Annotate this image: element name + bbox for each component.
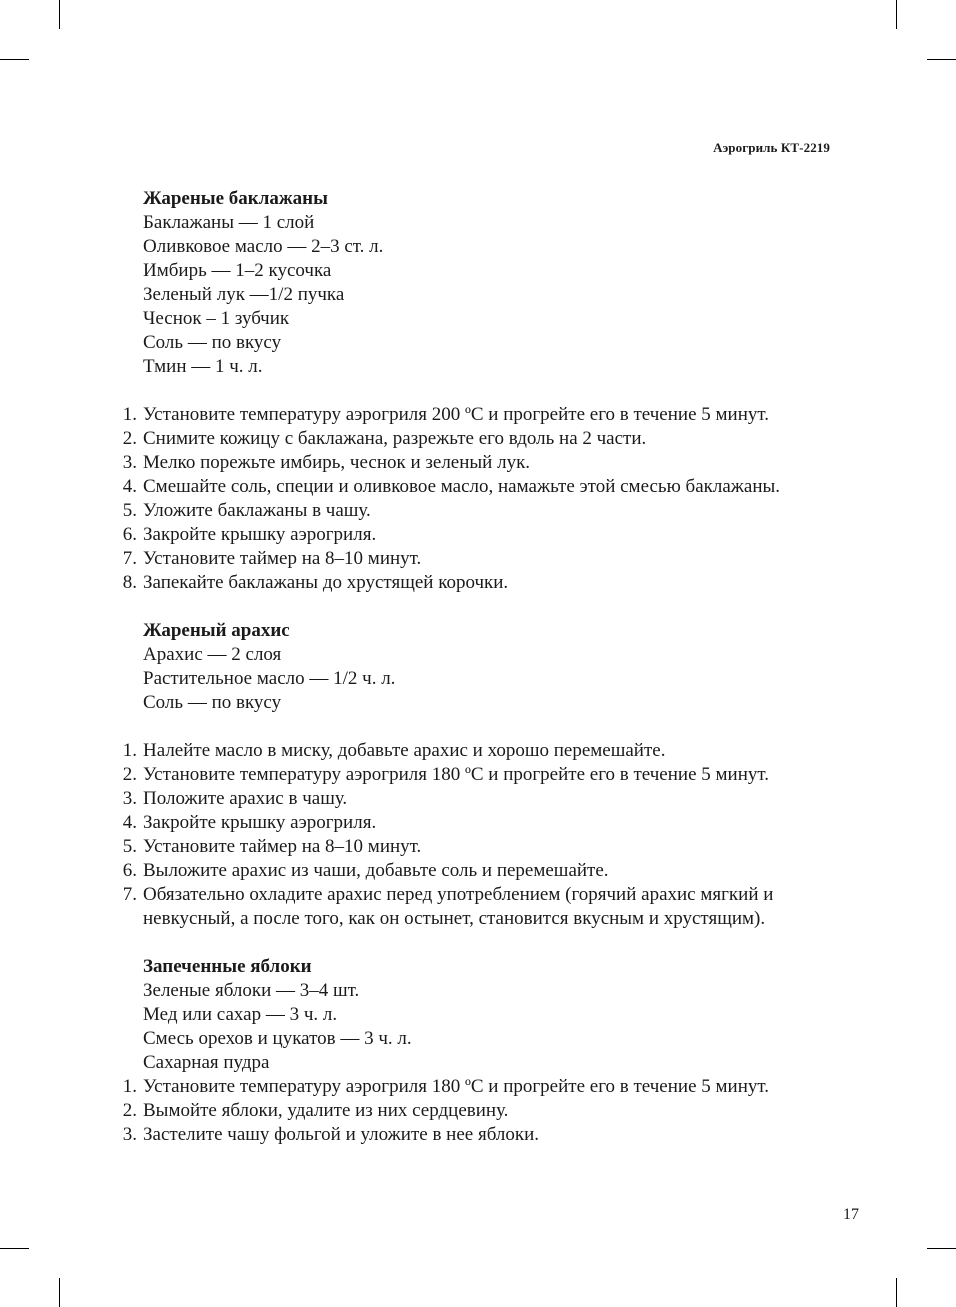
step [122, 427, 843, 451]
step-number: 3. [122, 1124, 137, 1145]
ingredient: Арахис — 2 слоя [143, 644, 282, 665]
crop-mark [59, 1278, 60, 1307]
step [122, 523, 843, 547]
step-number: 6. [122, 524, 137, 545]
crop-mark [0, 59, 29, 60]
step-number: 7. [122, 884, 137, 905]
steps-list [122, 403, 843, 595]
step [122, 1123, 843, 1147]
step-number: 7. [122, 548, 137, 569]
crop-mark [59, 0, 60, 29]
recipe-title: Жареный арахис [143, 620, 290, 641]
ingredient: Зеленый лук —1/2 пучка [143, 284, 345, 305]
ingredient: Мед или сахар — 3 ч. л. [143, 1004, 338, 1025]
step [122, 1099, 843, 1123]
step-text: Обязательно охладите арахис перед употреблением (горячий арахис мягкий и невкусный, а после того, как он остынет, становится вкусным и хрустящим). [143, 884, 774, 929]
step-text: Закройте крышку аэрогриля. [143, 524, 377, 545]
step-number: 1. [122, 1076, 137, 1097]
crop-mark [927, 59, 956, 60]
step-text: Застелите чашу фольгой и уложите в нее яблоки. [143, 1124, 540, 1145]
step-text: Закройте крышку аэрогриля. [143, 812, 377, 833]
step-number: 5. [122, 500, 137, 521]
step-text: Вымойте яблоки, удалите из них сердцевину. [143, 1100, 509, 1121]
crop-mark [896, 0, 897, 29]
step [122, 475, 843, 499]
ingredient: Растительное масло — 1/2 ч. л. [143, 668, 396, 689]
step-text: Мелко порежьте имбирь, чеснок и зеленый лук. [143, 452, 531, 473]
steps-list [122, 739, 843, 931]
step-text: Положите арахис в чашу. [143, 788, 348, 809]
step-number: 3. [122, 788, 137, 809]
crop-mark [896, 1278, 897, 1307]
page-content [122, 187, 843, 1147]
ingredient: Соль — по вкусу [143, 692, 282, 713]
step-text: Установите температуру аэрогриля 200 ºС и прогрейте его в течение 5 минут. [143, 404, 769, 425]
step [122, 787, 843, 811]
step-number: 5. [122, 836, 137, 857]
step [122, 835, 843, 859]
step-text: Налейте масло в миску, добавьте арахис и хорошо перемешайте. [143, 740, 666, 761]
step-text: Установите таймер на 8–10 минут. [143, 548, 422, 569]
page-number: 17 [843, 1206, 859, 1223]
step-text: Смешайте соль, специи и оливковое масло, намажьте этой смесью баклажаны. [143, 476, 781, 497]
crop-mark [0, 1248, 29, 1249]
recipe-section [122, 619, 843, 931]
step [122, 499, 843, 523]
step-text: Установите таймер на 8–10 минут. [143, 836, 422, 857]
ingredient: Смесь орехов и цукатов — 3 ч. л. [143, 1028, 412, 1049]
step-number: 4. [122, 812, 137, 833]
step-text: Запекайте баклажаны до хрустящей корочки. [143, 572, 509, 593]
ingredient: Имбирь — 1–2 кусочка [143, 260, 332, 281]
ingredient: Соль — по вкусу [143, 332, 282, 353]
steps-list [122, 1075, 843, 1147]
step-text: Установите температуру аэрогриля 180 ºС и прогрейте его в течение 5 минут. [143, 764, 769, 785]
step [122, 1075, 843, 1099]
step [122, 403, 843, 427]
ingredient: Зеленые яблоки — 3–4 шт. [143, 980, 360, 1001]
step-number: 2. [122, 428, 137, 449]
step [122, 859, 843, 883]
step-text: Снимите кожицу с баклажана, разрежьте его вдоль на 2 части. [143, 428, 647, 449]
step [122, 763, 843, 787]
step-number: 2. [122, 1100, 137, 1121]
step-number: 2. [122, 764, 137, 785]
step [122, 547, 843, 571]
step-number: 8. [122, 572, 137, 593]
step-number: 3. [122, 452, 137, 473]
recipe-title: Запеченные яблоки [143, 956, 312, 977]
step-number: 1. [122, 404, 137, 425]
step-text: Уложите баклажаны в чашу. [143, 500, 371, 521]
crop-mark [927, 1248, 956, 1249]
step-text: Установите температуру аэрогриля 180 ºС и прогрейте его в течение 5 минут. [143, 1076, 769, 1097]
recipe-title: Жареные баклажаны [143, 188, 328, 209]
step [122, 571, 843, 595]
step-number: 6. [122, 860, 137, 881]
step [122, 451, 843, 475]
step-text: Выложите арахис из чаши, добавьте соль и перемешайте. [143, 860, 609, 881]
running-header: Аэрогриль КТ-2219 [713, 140, 830, 155]
step [122, 811, 843, 835]
ingredient: Оливковое масло — 2–3 ст. л. [143, 236, 384, 257]
recipe-section [122, 955, 843, 1147]
step-number: 1. [122, 740, 137, 761]
recipe-section [122, 187, 843, 595]
ingredient: Чеснок – 1 зубчик [143, 308, 290, 329]
ingredient: Баклажаны — 1 слой [143, 212, 315, 233]
step-number: 4. [122, 476, 137, 497]
step [122, 739, 843, 763]
ingredient: Тмин — 1 ч. л. [143, 356, 263, 377]
ingredient: Сахарная пудра [143, 1052, 270, 1073]
step [122, 883, 843, 931]
